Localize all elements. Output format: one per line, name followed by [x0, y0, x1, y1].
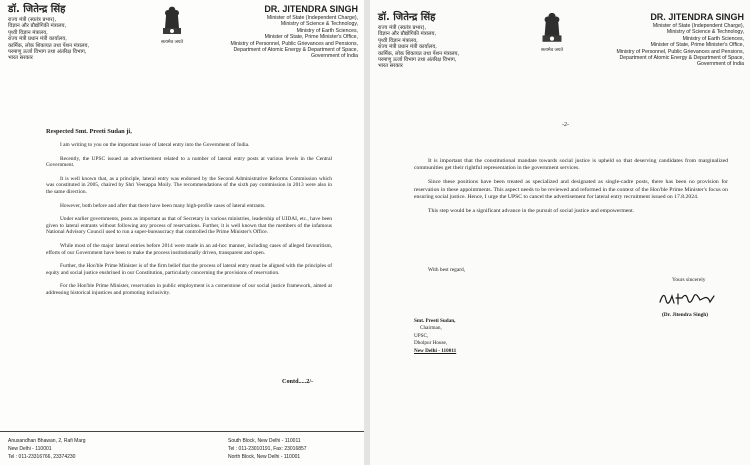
national-emblem	[152, 2, 192, 50]
addressee-block	[414, 318, 456, 355]
hindi-line: कार्मिक, लोक शिकायत तथा पेंशन मंत्रालय,	[378, 50, 460, 57]
paragraph: It is well known that, as a principle, lateral entry was endorsed by the Second Administrative Reforms Commission which was constituted in 2005, chaired by Shri Veerappa Moily. The recommendations of the sixth pay commission in 2013 were also in the same direction.	[46, 175, 332, 195]
paragraph: It is important that the constitutional mandate towards social justice is upheld so that deserving candidates from marginalized communities get their rightful representation in the government services.	[414, 158, 728, 172]
english-line: Government of India	[696, 61, 744, 68]
hindi-line: राज्य मंत्री (स्वतंत्र प्रभार),	[8, 17, 57, 23]
letter-page-2	[370, 0, 750, 465]
continued-marker: Contd.....2/-	[282, 378, 314, 385]
hindi-line: विज्ञान और प्रौद्योगिकी मंत्रालय,	[378, 31, 437, 38]
hindi-line: परमाणु ऊर्जा विभाग तथा अंतरिक्ष विभाग,	[8, 49, 87, 56]
footer-address-left	[8, 437, 86, 461]
hindi-line: भारत सरकार	[378, 63, 403, 70]
letterhead-hindi	[378, 12, 478, 70]
letter-body-page2	[414, 158, 728, 222]
hindi-line: विज्ञान और प्रौद्योगिकी मंत्रालय,	[8, 23, 67, 30]
yours-sincerely: Yours sincerely	[672, 277, 706, 283]
signatory-name: (Dr. Jitendra Singh)	[662, 312, 709, 318]
english-line: Minister of State (Independent Charge),	[266, 15, 358, 21]
hindi-line: परमाणु ऊर्जा विभाग तथा अंतरिक्ष विभाग,	[378, 57, 457, 64]
addressee-line: Chairman,	[420, 325, 442, 332]
letterhead-english	[576, 12, 744, 68]
english-line: Minister of State, Prime Minister's Office,	[264, 34, 358, 41]
footer-line-text: South Block, New Delhi - 110011	[228, 438, 301, 444]
paragraph: For the Hon'ble Prime Minister, reservation in public employment is a cornerstone of our social justice framework, aimed at addressing historical injustices and promoting inclusivity.	[46, 283, 332, 296]
footer-address-right	[228, 437, 307, 461]
paragraph: Recently, the UPSC issued an advertisement related to a number of lateral entry posts at various levels in the Central Government.	[46, 155, 332, 169]
letterhead-english	[196, 4, 358, 60]
addressee-line: Dholpur House,	[414, 340, 448, 347]
paragraph: While most of the major lateral entries before 2014 were made in an ad-hoc manner, including cases of alleged favouritism, efforts of our Government have been to make the process institutionally driven, transparent and open.	[46, 242, 332, 256]
english-line: Ministry of Science & Technology,	[666, 29, 744, 36]
hindi-line: राज्य मंत्री (स्वतंत्र प्रभार),	[378, 25, 427, 31]
english-minister-name: DR. JITENDRA SINGH	[650, 12, 744, 22]
signature-mark	[656, 288, 718, 310]
addressee-name: Smt. Preeti Sudan,	[414, 318, 456, 324]
english-line: Minister of State, Prime Minister's Office,	[650, 42, 744, 49]
paragraph: Under earlier governments, posts as important as that of Secretary in various ministries, leadership of UIDAI, etc., have been given to lateral entrants without following any process of reservations. Further, it is well known that the members of the infamous National Advisory Council used to run a super-bureaucracy that controlled the Prime Minister's Office.	[46, 216, 332, 236]
national-emblem	[532, 8, 572, 56]
hindi-line: पृथ्वी विज्ञान मंत्रालय,	[8, 29, 48, 36]
english-line: Department of Atomic Energy & Department of Space,	[233, 47, 358, 54]
paragraph: This step would be a significant advance in the pursuit of social justice and empowerment.	[428, 208, 635, 215]
hindi-line: राज्य मंत्री प्रधान मंत्री कार्यालय,	[378, 44, 437, 51]
english-line: Ministry of Earth Sciences,	[682, 35, 744, 42]
emblem-caption: सत्यमेव जयते	[160, 40, 184, 45]
page-number: -2-	[562, 122, 569, 128]
paragraph: However, both before and after that there have been many high-profile cases of lateral entrants.	[60, 202, 266, 209]
english-line: Ministry of Personnel, Public Grievances and Pensions,	[616, 48, 744, 55]
english-line: Ministry of Science & Technology,	[280, 21, 358, 28]
footer-line-text: Tel : 011-23316766, 23374230	[8, 454, 76, 460]
hindi-line: भारत सरकार	[8, 55, 33, 62]
addressee-line: UPSC,	[414, 332, 429, 339]
ashoka-emblem-icon	[538, 8, 566, 46]
hindi-line: कार्मिक, लोक शिकायत तथा पेंशन मंत्रालय,	[8, 42, 90, 49]
english-line: Department of Atomic Energy & Department of Space,	[619, 55, 744, 62]
emblem-caption: सत्यमेव जयते	[540, 48, 564, 53]
english-line: Ministry of Personnel, Public Grievances and Pensions,	[230, 40, 358, 47]
salutation: Respected Smt. Preeti Sudan ji,	[46, 128, 132, 135]
letter-body-page1	[46, 142, 332, 304]
letterhead-hindi	[8, 4, 98, 62]
hindi-minister-name: डॉ. जितेन्द्र सिंह	[378, 12, 436, 23]
footer-line-text: North Block, New Delhi - 110001	[228, 454, 301, 460]
footer-line-text: New Delhi - 110001	[8, 446, 52, 452]
letter-page-1	[0, 0, 364, 465]
footer-line-text: Tel : 011-23010191, Fax: 23016857	[228, 446, 307, 452]
english-minister-name: DR. JITENDRA SINGH	[264, 4, 358, 14]
english-line: Government of India	[310, 53, 358, 60]
footer-line-text: Anusandhan Bhawan, 2, Rafi Marg	[8, 438, 86, 444]
english-line: Minister of State (Independent Charge),	[652, 23, 744, 29]
hindi-line: पृथ्वी विज्ञान मंत्रालय,	[378, 37, 418, 44]
paragraph: I am writing to you on the important issue of lateral entry into the Government of India.	[60, 142, 250, 148]
footer-divider	[0, 431, 364, 432]
paragraph: Since these positions have been treated as specialized and designated as single-cadre posts, there has been no provision for reservation in these appointments. This aspect needs to be reviewed and reformed in the context of the Hon'ble Prime Minister's focus on ensuring social justice. Hence, I urge the UPSC to cancel the advertisement for lateral entry recruitment issued on 17.8.2024.	[414, 179, 728, 200]
addressee-city: New Delhi - 110011	[414, 347, 457, 354]
english-line: Ministry of Earth Sciences,	[296, 27, 358, 34]
ashoka-emblem-icon	[159, 2, 185, 38]
hindi-line: राज्य मंत्री प्रधान मंत्री कार्यालय,	[8, 36, 67, 43]
paragraph: Further, the Hon'ble Prime Minister is of the firm belief that the process of lateral entry must be aligned with the principles of equity and social justice enshrined in our Constitution, particularly concerning the provisions of reservation.	[46, 263, 332, 276]
hindi-minister-name: डॉ. जितेन्द्र सिंह	[8, 4, 66, 15]
closing-regards: With best regard,	[428, 267, 466, 273]
